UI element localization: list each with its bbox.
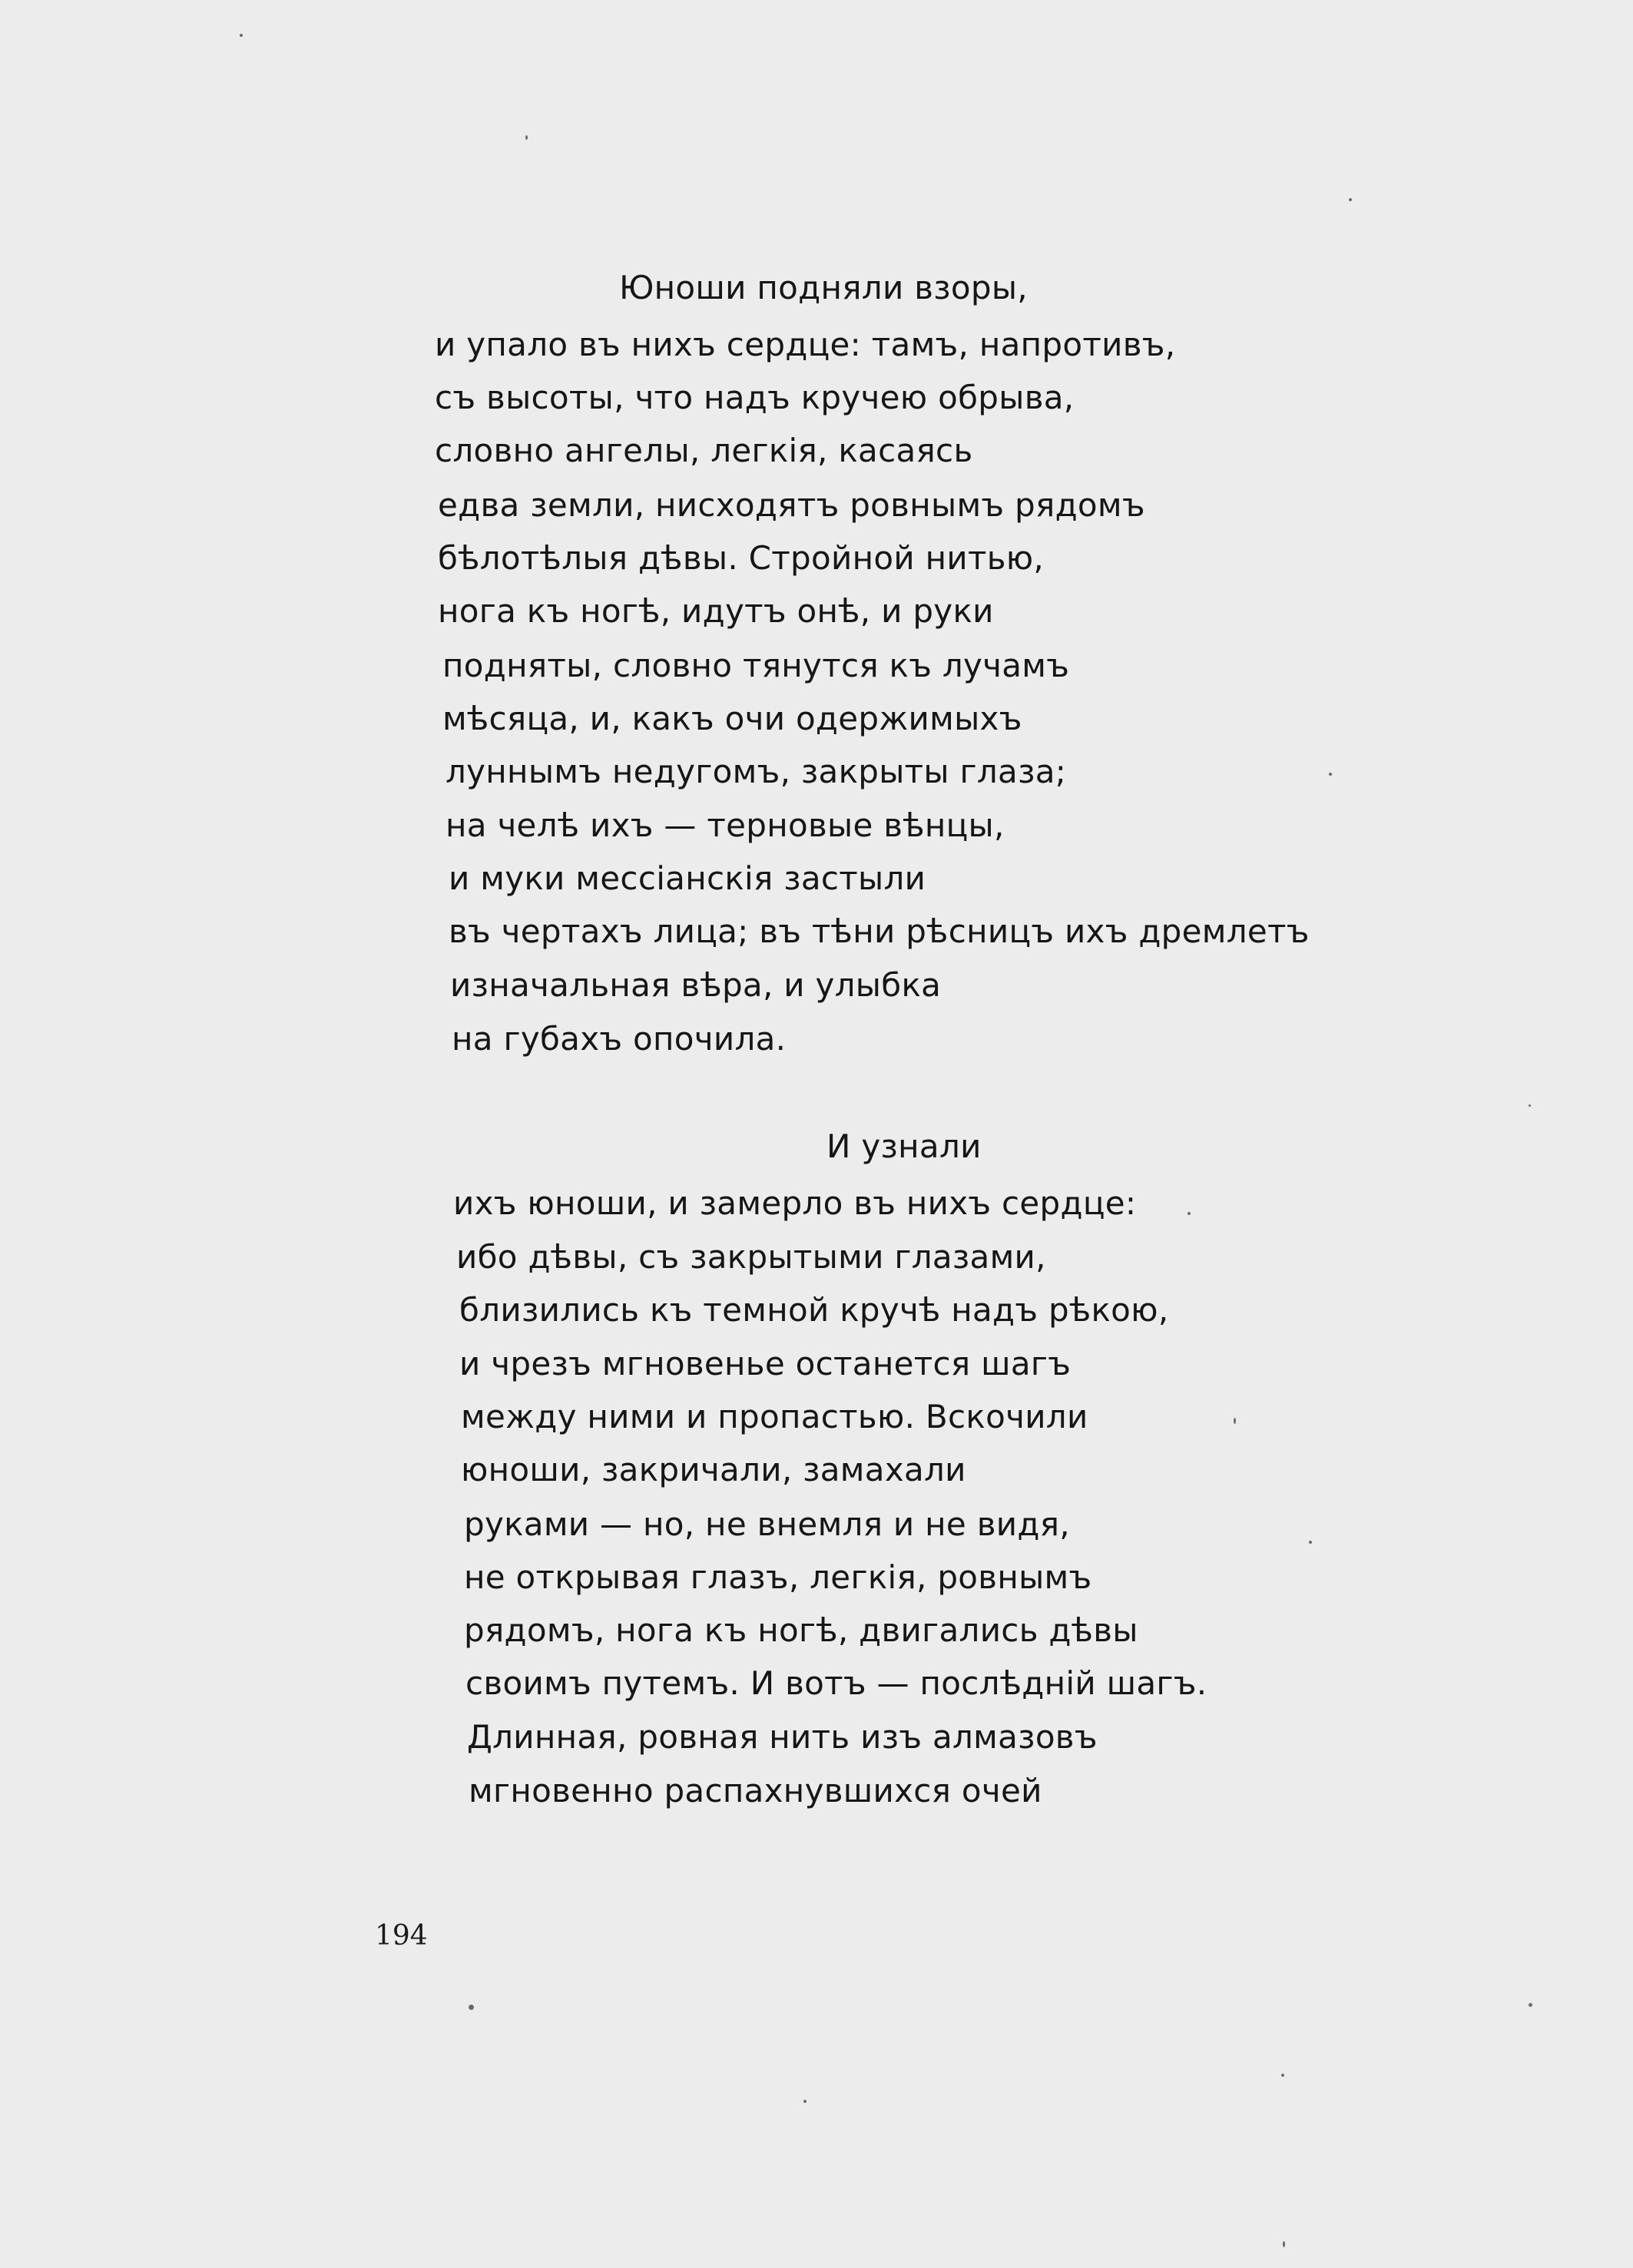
poem-line: Юноши подняли взоры, [619,269,1028,306]
poem-line: на губахъ опочила. [452,1020,787,1058]
poem-line: нога къ ногѣ, идутъ онѣ, и руки [438,592,994,630]
scan-speck [1283,2241,1285,2247]
scan-speck [1234,1418,1236,1424]
poem-line: мгновенно распахнувшихся очей [469,1772,1042,1809]
scan-speck [1349,198,1352,201]
poem-line: Длинная, ровная нить изъ алмазовъ [467,1718,1098,1756]
poem-line: бѣлотѣлыя дѣвы. Стройной нитью, [438,539,1045,577]
poem-line: въ чертахъ лица; въ тѣни рѣсницъ ихъ дремлетъ [449,912,1310,950]
poem-line: и муки мессіанскія застыли [449,859,926,897]
poem-line: на челѣ ихъ — терновые вѣнцы, [446,806,1005,844]
poem-line: съ высоты, что надъ кручею обрыва, [435,379,1075,416]
poem-line: И узнали [826,1127,982,1165]
scan-speck [1529,2003,1532,2007]
poem-line: не открывая глазъ, легкія, ровнымъ [464,1558,1092,1596]
poem-line: ибо дѣвы, съ закрытыми глазами, [456,1238,1046,1276]
poem-line: словно ангелы, легкія, касаясь [435,432,973,469]
scan-speck [469,2005,474,2010]
scan-speck [1187,1212,1191,1215]
scan-speck [1329,773,1332,776]
poem-line: и упало въ нихъ сердце: тамъ, напротивъ, [435,326,1176,363]
poem-line: едва земли, нисходятъ ровнымъ рядомъ [438,486,1145,524]
poem-line: мѣсяца, и, какъ очи одержимыхъ [442,700,1022,737]
poem-line: своимъ путемъ. И вотъ — послѣдній шагъ. [465,1664,1207,1702]
poem-line: рядомъ, нога къ ногѣ, двигались дѣвы [464,1611,1138,1649]
poem-line: юноши, закричали, замахали [461,1451,966,1488]
poem-line: изначальная вѣра, и улыбка [450,966,942,1004]
page-number: 194 [375,1920,428,1952]
scan-speck [803,2100,807,2103]
poem-line: подняты, словно тянутся къ лучамъ [442,647,1070,684]
poem-line: руками — но, не внемля и не видя, [464,1505,1070,1543]
scan-speck [1309,1541,1312,1544]
scan-speck [240,34,243,37]
scan-speck [1281,2074,1284,2077]
poem-line: близились къ темной кручѣ надъ рѣкою, [459,1291,1169,1329]
poem-line: луннымъ недугомъ, закрыты глаза; [446,753,1067,790]
poem-line: ихъ юноши, и замерло въ нихъ сердце: [453,1184,1137,1222]
poem-line: и чрезъ мгновенье останется шагъ [459,1345,1072,1382]
scan-speck [525,135,528,140]
poem-line: между ними и пропастью. Вскочили [461,1398,1088,1435]
scan-speck [1529,1104,1531,1107]
